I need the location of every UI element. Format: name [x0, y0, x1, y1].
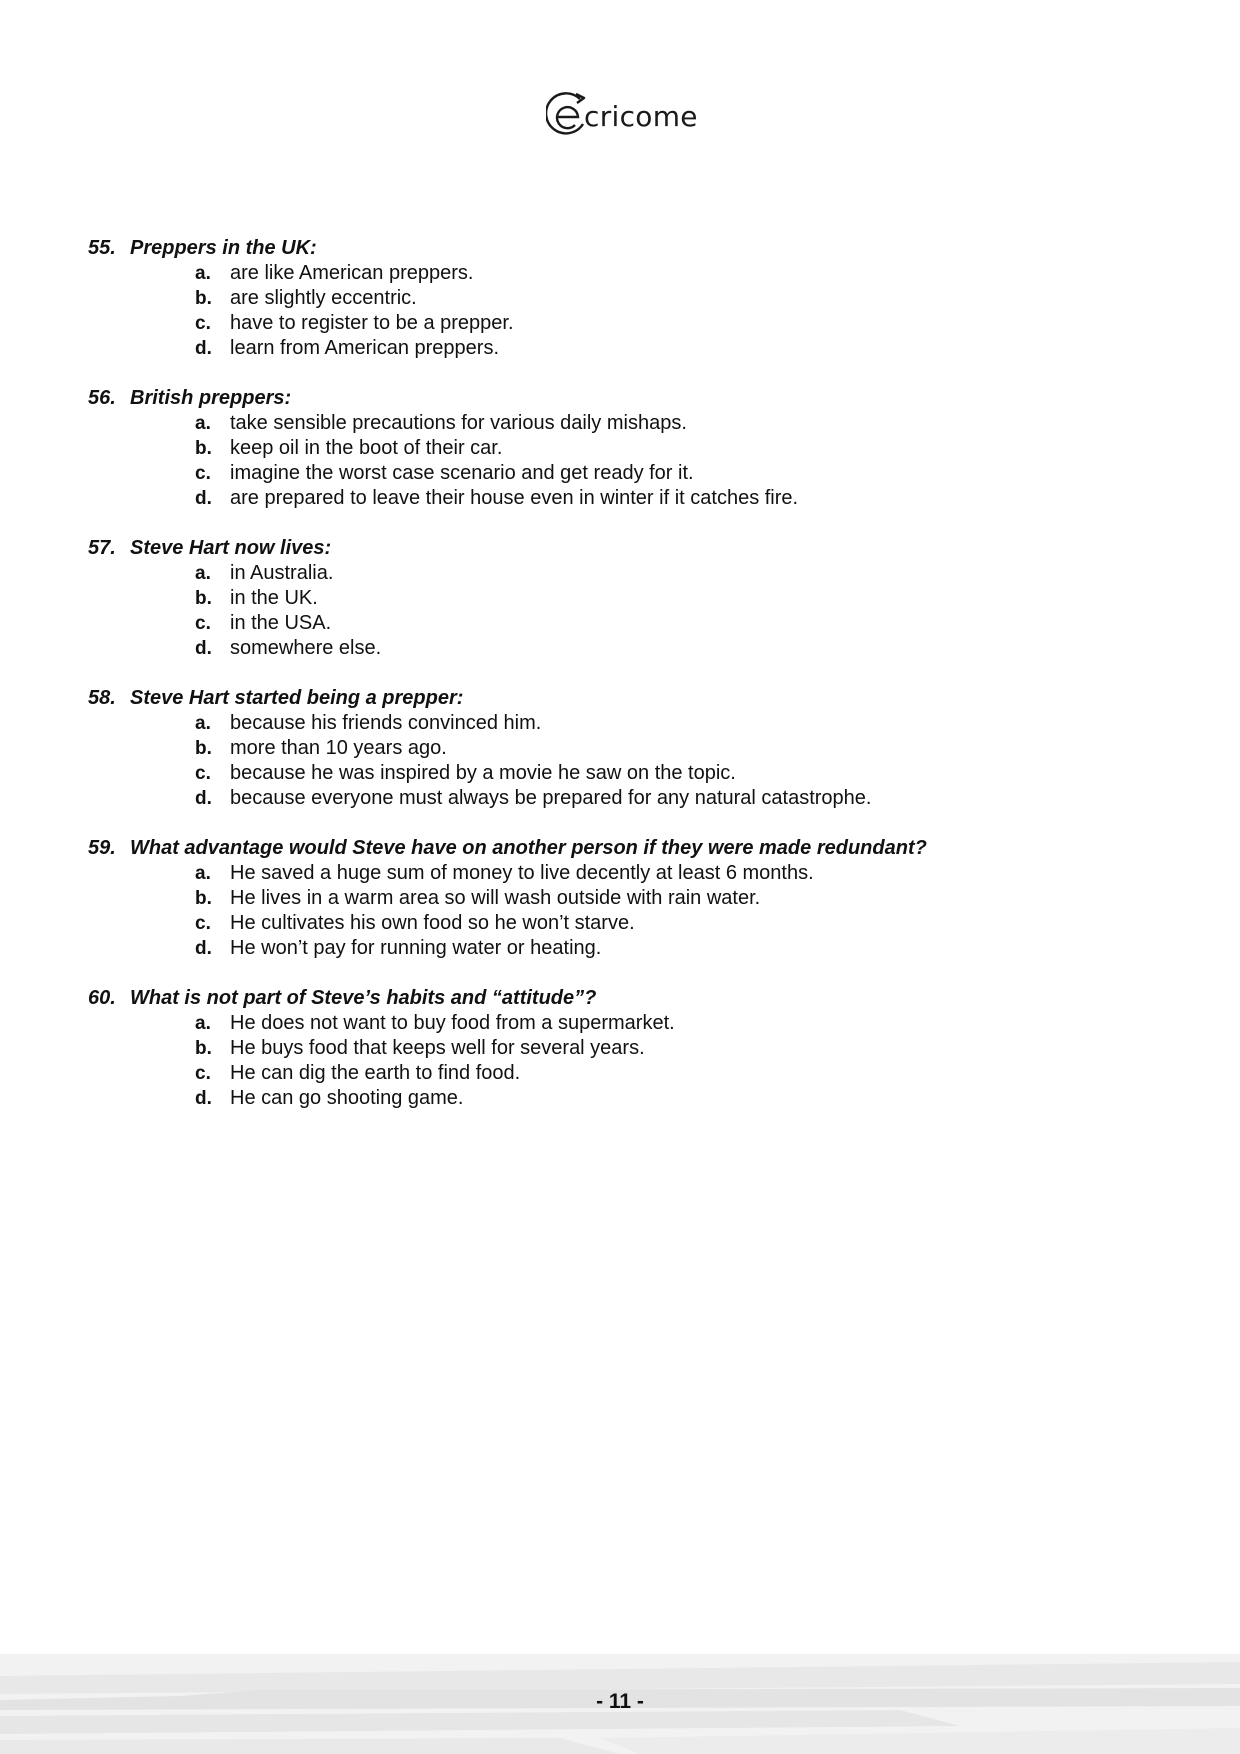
question-block	[88, 986, 1188, 1111]
option-text: because he was inspired by a movie he saw on the topic.	[230, 762, 736, 784]
option-text: learn from American preppers.	[230, 337, 500, 359]
option-letter: c.	[195, 1063, 211, 1084]
option-letter: a.	[195, 863, 211, 884]
answer-option	[195, 286, 1188, 311]
question-text: British preppers:	[130, 387, 292, 409]
question-block	[88, 386, 1188, 511]
answer-options	[88, 561, 1188, 661]
option-letter: b.	[195, 888, 212, 909]
answer-options	[88, 711, 1188, 811]
answer-option	[195, 411, 1188, 436]
option-text: He does not want to buy food from a supermarket.	[230, 1012, 675, 1034]
answer-option	[195, 861, 1188, 886]
page-number: - 11 -	[596, 1690, 644, 1713]
option-text: He lives in a warm area so will wash outside with rain water.	[230, 887, 761, 909]
option-letter: d.	[195, 638, 212, 659]
option-text: He saved a huge sum of money to live decently at least 6 months.	[230, 862, 814, 884]
answer-option	[195, 436, 1188, 461]
answer-option	[195, 336, 1188, 361]
answer-option	[195, 886, 1188, 911]
answer-option	[195, 936, 1188, 961]
option-text: because his friends convinced him.	[230, 712, 542, 734]
option-text: have to register to be a prepper.	[230, 312, 514, 334]
option-text: take sensible precautions for various daily mishaps.	[230, 412, 687, 434]
question-number: 57.	[88, 537, 116, 559]
question-heading	[88, 686, 1188, 711]
question-heading	[88, 386, 1188, 411]
question-heading	[88, 986, 1188, 1011]
answer-option	[195, 311, 1188, 336]
option-text: are like American preppers.	[230, 262, 474, 284]
option-text: He can dig the earth to find food.	[230, 1062, 521, 1084]
option-letter: b.	[195, 438, 212, 459]
question-text: Preppers in the UK:	[130, 237, 317, 259]
question-number: 56.	[88, 387, 116, 409]
question-number: 58.	[88, 687, 116, 709]
answer-options	[88, 1011, 1188, 1111]
option-letter: b.	[195, 588, 212, 609]
option-letter: b.	[195, 1038, 212, 1059]
answer-option	[195, 711, 1188, 736]
answer-option	[195, 786, 1188, 811]
answer-option	[195, 561, 1188, 586]
answer-option	[195, 1086, 1188, 1111]
answer-option	[195, 1061, 1188, 1086]
question-heading	[88, 536, 1188, 561]
option-letter: a.	[195, 713, 211, 734]
question-text: What advantage would Steve have on another person if they were made redundant?	[130, 837, 927, 859]
answer-options	[88, 261, 1188, 361]
option-text: somewhere else.	[230, 637, 382, 659]
option-text: keep oil in the boot of their car.	[230, 437, 503, 459]
question-text: Steve Hart started being a prepper:	[130, 687, 464, 709]
question-heading	[88, 836, 1188, 861]
answer-options	[88, 411, 1188, 511]
ecricome-logo	[546, 90, 698, 138]
option-letter: d.	[195, 1088, 212, 1109]
question-block	[88, 536, 1188, 661]
option-text: are prepared to leave their house even in winter if it catches fire.	[230, 487, 799, 509]
answer-option	[195, 1036, 1188, 1061]
answer-option	[195, 261, 1188, 286]
question-number: 55.	[88, 237, 116, 259]
option-text: He buys food that keeps well for several years.	[230, 1037, 645, 1059]
answer-option	[195, 911, 1188, 936]
question-block	[88, 836, 1188, 961]
answer-option	[195, 761, 1188, 786]
question-list	[88, 236, 1188, 1136]
option-letter: d.	[195, 938, 212, 959]
option-letter: a.	[195, 263, 211, 284]
question-block	[88, 686, 1188, 811]
option-text: He won’t pay for running water or heating.	[230, 937, 602, 959]
option-letter: c.	[195, 463, 211, 484]
option-letter: b.	[195, 288, 212, 309]
answer-option	[195, 611, 1188, 636]
option-text: in the USA.	[230, 612, 332, 634]
answer-option	[195, 486, 1188, 511]
answer-options	[88, 861, 1188, 961]
question-text: What is not part of Steve’s habits and “attitude”?	[130, 987, 597, 1009]
option-letter: a.	[195, 563, 211, 584]
option-text: He can go shooting game.	[230, 1087, 464, 1109]
option-letter: a.	[195, 1013, 211, 1034]
answer-option	[195, 586, 1188, 611]
option-text: in Australia.	[230, 562, 334, 584]
option-letter: d.	[195, 788, 212, 809]
option-letter: c.	[195, 613, 211, 634]
answer-option	[195, 1011, 1188, 1036]
option-letter: c.	[195, 313, 211, 334]
question-text: Steve Hart now lives:	[130, 537, 332, 559]
question-number: 60.	[88, 987, 116, 1009]
option-text: in the UK.	[230, 587, 318, 609]
answer-option	[195, 636, 1188, 661]
option-letter: c.	[195, 763, 211, 784]
question-heading	[88, 236, 1188, 261]
option-text: He cultivates his own food so he won’t starve.	[230, 912, 635, 934]
option-letter: b.	[195, 738, 212, 759]
option-letter: c.	[195, 913, 211, 934]
option-letter: d.	[195, 488, 212, 509]
option-text: because everyone must always be prepared for any natural catastrophe.	[230, 787, 872, 809]
answer-option	[195, 736, 1188, 761]
option-text: imagine the worst case scenario and get ready for it.	[230, 462, 694, 484]
option-text: are slightly eccentric.	[230, 287, 417, 309]
logo-wordmark: cricome	[584, 99, 698, 133]
question-number: 59.	[88, 837, 116, 859]
answer-option	[195, 461, 1188, 486]
question-block	[88, 236, 1188, 361]
option-text: more than 10 years ago.	[230, 737, 447, 759]
option-letter: d.	[195, 338, 212, 359]
option-letter: a.	[195, 413, 211, 434]
